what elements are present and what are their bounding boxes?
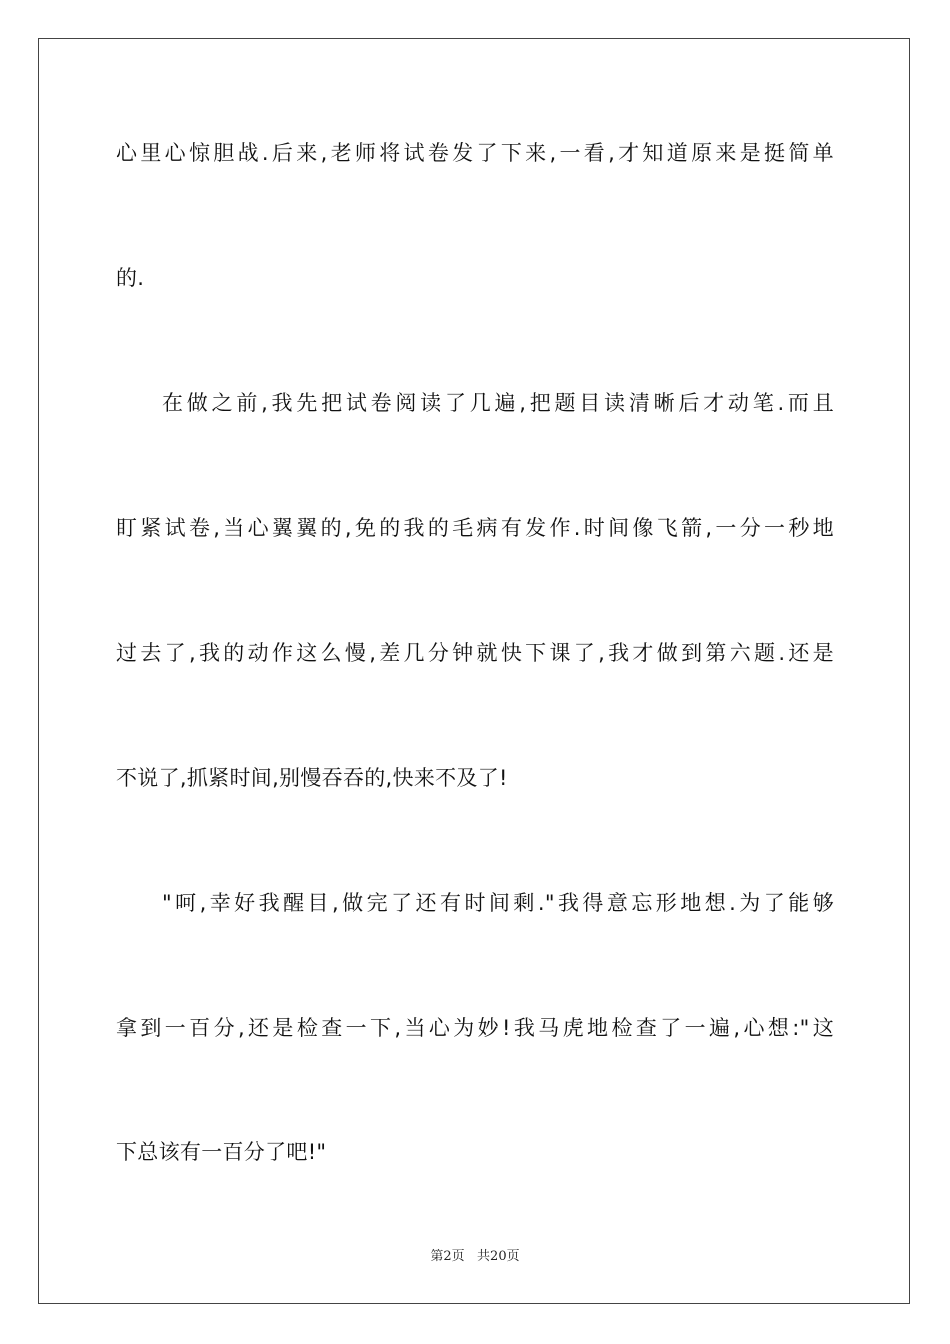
text-line-4: 盯紧试卷,当心翼翼的,免的我的毛病有发作.时间像飞箭,一分一秒地 [116, 516, 834, 540]
text-line-3: 在做之前,我先把试卷阅读了几遍,把题目读清晰后才动笔.而且 [162, 391, 834, 415]
text-line-8: 拿到一百分,还是检查一下,当心为妙!我马虎地检查了一遍,心想:"这 [116, 1016, 834, 1040]
text-line-6: 不说了,抓紧时间,别慢吞吞的,快来不及了! [116, 766, 508, 790]
text-line-2: 的. [116, 266, 145, 290]
page-number-footer: 第2页 共20页 [430, 1249, 520, 1264]
text-line-7: "呵,幸好我醒目,做完了还有时间剩."我得意忘形地想.为了能够 [162, 891, 834, 915]
text-line-9: 下总该有一百分了吧!" [116, 1140, 327, 1164]
page-border [38, 38, 910, 1304]
text-line-5: 过去了,我的动作这么慢,差几分钟就快下课了,我才做到第六题.还是 [116, 641, 834, 665]
text-line-1: 心里心惊胆战.后来,老师将试卷发了下来,一看,才知道原来是挺简单 [116, 141, 834, 165]
